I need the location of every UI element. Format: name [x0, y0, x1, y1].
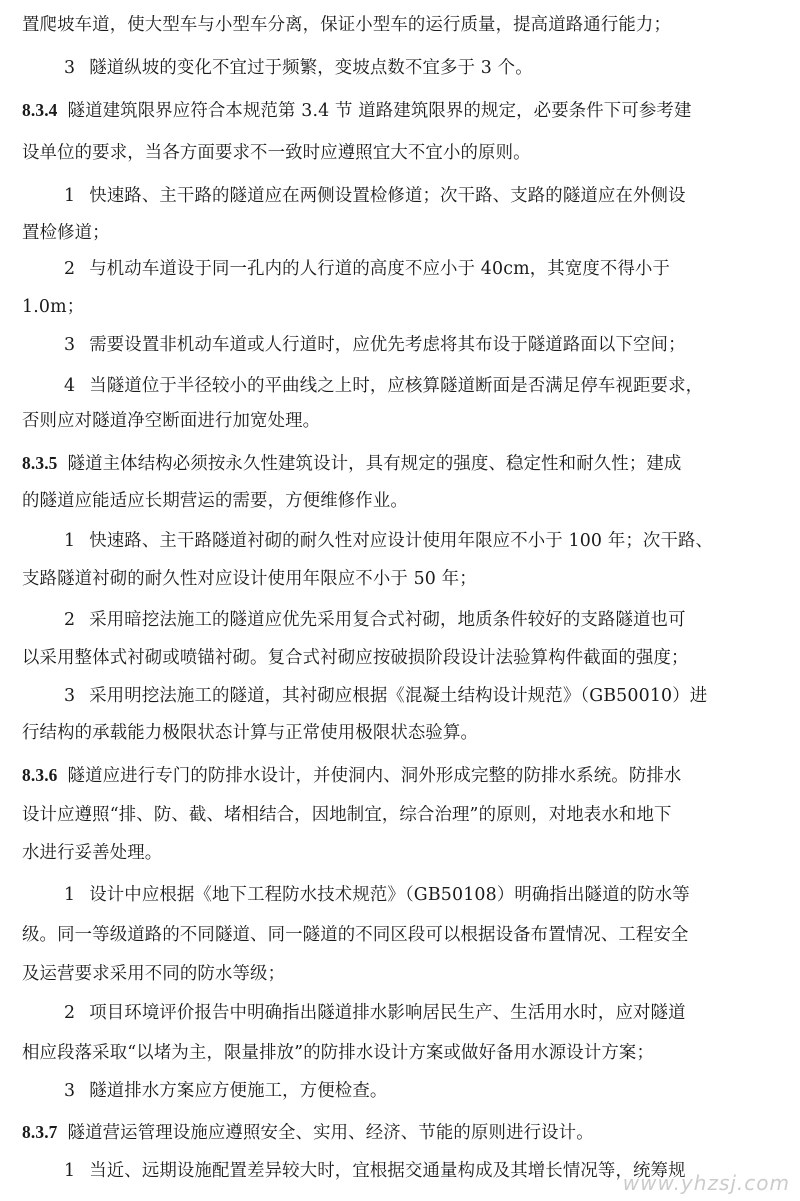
item-text: 当隧道位于半径较小的平曲线之上时，应核算隧道断面是否满足停车视距要求，	[89, 376, 704, 396]
list-item	[64, 609, 686, 631]
item-text: 采用暗挖法施工的隧道应优先采用复合式衬砌，地质条件较好的支路隧道也可	[89, 610, 686, 630]
text-line: 的隧道应能适应长期营运的需要，方便维修作业。	[22, 491, 408, 511]
item-text: 设计中应根据《地下工程防水技术规范》（GB50108）明确指出隧道的防水等	[89, 885, 690, 905]
clause-line	[22, 764, 681, 787]
text-line: 否则应对隧道净空断面进行加宽处理。	[22, 411, 321, 431]
text-line: 及运营要求采用不同的防水等级；	[22, 964, 286, 984]
item-number: 3	[64, 1081, 76, 1101]
list-item	[64, 258, 670, 280]
item-text: 需要设置非机动车道或人行道时，应优先考虑将其布设于隧道路面以下空间；	[89, 335, 686, 355]
item-number: 3	[64, 686, 76, 706]
item-text: 快速路、主干路的隧道应在两侧设置检修道；次干路、支路的隧道应在外侧设	[89, 186, 686, 206]
clause-text: 隧道主体结构必须按永久性建筑设计，具有规定的强度、稳定性和耐久性；建成	[67, 454, 682, 474]
clause-text: 隧道营运管理设施应遵照安全、实用、经济、节能的原则进行设计。	[67, 1123, 594, 1143]
site-watermark: www.yhzsj.com	[622, 1171, 790, 1195]
text-line: 置检修道；	[22, 223, 110, 243]
item-text: 采用明挖法施工的隧道，其衬砌应根据《混凝土结构设计规范》（GB50010）进	[89, 686, 708, 706]
clause-number: 8.3.6	[22, 765, 58, 785]
item-number: 4	[64, 376, 76, 396]
text-line: 水进行妥善处理。	[22, 843, 163, 863]
list-item	[64, 1080, 387, 1102]
clause-line	[22, 99, 692, 122]
clause-text: 隧道应进行专门的防排水设计，并使洞内、洞外形成完整的防排水系统。防排水	[67, 766, 682, 786]
item-number: 3	[64, 58, 76, 78]
text-line: 支路隧道衬砌的耐久性对应设计使用年限应不小于 50 年；	[22, 569, 477, 589]
text-line: 设单位的要求，当各方面要求不一致时应遵照宜大不宜小的原则。	[22, 143, 531, 163]
clause-number: 8.3.5	[22, 453, 58, 473]
clause-line	[22, 1121, 594, 1144]
clause-number: 8.3.4	[22, 100, 58, 120]
item-number: 1	[64, 186, 76, 206]
item-number: 2	[64, 610, 76, 630]
item-number: 1	[64, 531, 76, 551]
text-line: 设计应遵照“排、防、截、堵相结合，因地制宜，综合治理”的原则，对地表水和地下	[22, 805, 672, 825]
item-text: 项目环境评价报告中明确指出隧道排水影响居民生产、生活用水时，应对隧道	[89, 1003, 686, 1023]
text-line: 级。同一等级道路的不同隧道、同一隧道的不同区段可以根据设备布置情况、工程安全	[22, 925, 689, 945]
item-text: 与机动车道设于同一孔内的人行道的高度不应小于 40cm，其宽度不得小于	[89, 259, 671, 279]
clause-number: 8.3.7	[22, 1122, 58, 1142]
item-text: 隧道排水方案应方便施工，方便检查。	[89, 1081, 388, 1101]
list-item	[64, 57, 533, 79]
item-number: 3	[64, 335, 76, 355]
list-item	[64, 334, 686, 356]
item-number: 2	[64, 1003, 76, 1023]
text-line: 行结构的承载能力极限状态计算与正常使用极限状态验算。	[22, 723, 479, 743]
clause-text: 隧道建筑限界应符合本规范第 3.4 节 道路建筑限界的规定，必要条件下可参考建	[67, 101, 692, 121]
item-number: 1	[64, 885, 76, 905]
clause-line	[22, 452, 681, 475]
item-number: 1	[64, 1161, 76, 1181]
item-text: 隧道纵坡的变化不宜过于频繁，变坡点数不宜多于 3 个。	[89, 58, 533, 78]
text-line: 置爬坡车道，使大型车与小型车分离，保证小型车的运行质量，提高道路通行能力；	[22, 15, 672, 35]
item-text: 当近、远期设施配置差异较大时，宜根据交通量构成及其增长情况等，统筹规	[89, 1161, 686, 1181]
text-line: 1.0m；	[22, 297, 85, 317]
text-line: 以采用整体式衬砌或喷锚衬砌。复合式衬砌应按破损阶段设计法验算构件截面的强度；	[22, 648, 689, 668]
list-item	[64, 1002, 686, 1024]
list-item	[64, 1160, 686, 1182]
text-line: 相应段落采取“以堵为主，限量排放”的防排水设计方案或做好备用水源设计方案；	[22, 1043, 655, 1063]
list-item	[64, 685, 707, 707]
list-item	[64, 375, 703, 397]
item-text: 快速路、主干路隧道衬砌的耐久性对应设计使用年限应不小于 100 年；次干路、	[89, 531, 714, 551]
list-item	[64, 530, 713, 552]
list-item	[64, 185, 686, 207]
item-number: 2	[64, 259, 76, 279]
list-item	[64, 884, 690, 906]
